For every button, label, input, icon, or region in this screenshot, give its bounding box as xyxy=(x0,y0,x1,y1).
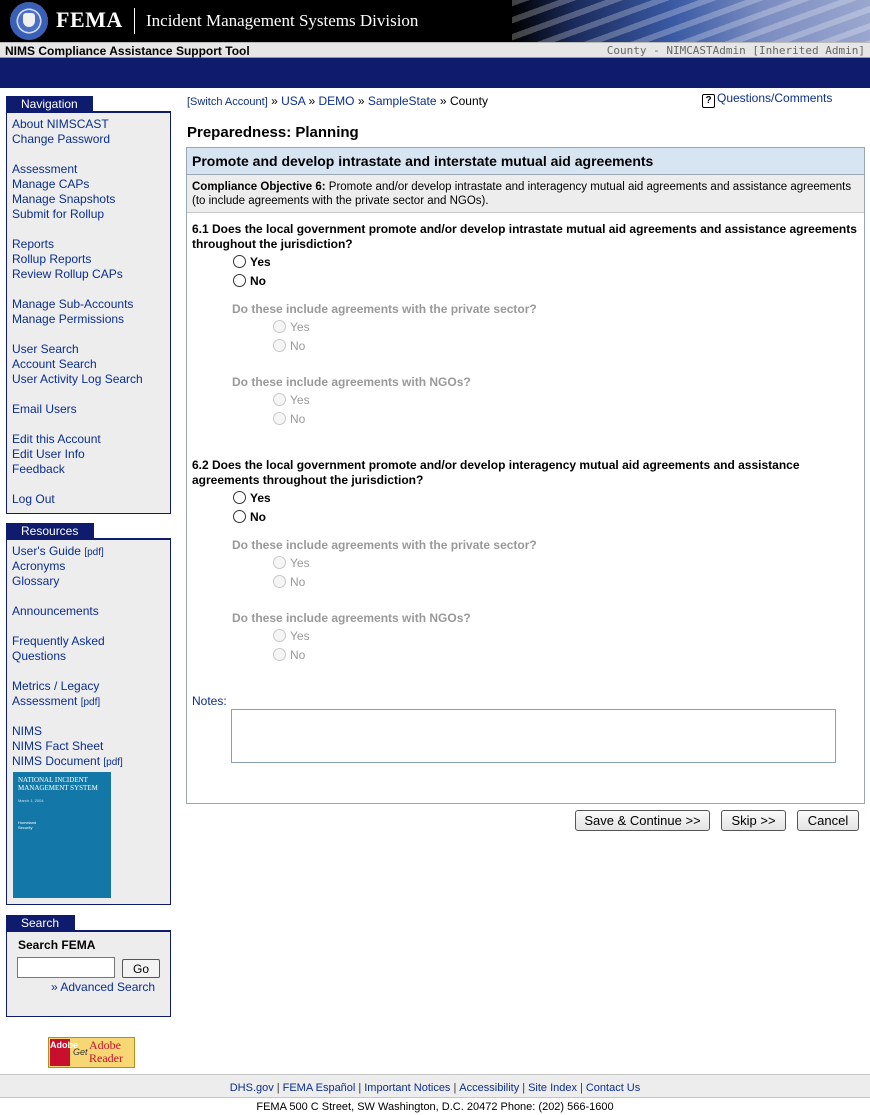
header-banner xyxy=(0,0,870,42)
sidebar-nav-item[interactable]: Reports xyxy=(12,237,55,251)
sidebar-nav-item[interactable]: Edit this Account xyxy=(12,432,101,446)
resource-faq[interactable]: Frequently Asked xyxy=(12,634,105,648)
questions-comments-label: Questions/Comments xyxy=(717,91,833,105)
flag-image xyxy=(512,0,870,42)
adobe-get: Get xyxy=(73,1047,88,1057)
fema-logo[interactable]: FEMA xyxy=(56,7,123,32)
question-6-1: 6.1 Does the local government promote and/or develop intrastate mutual aid agreements and assistance agreements throughout the jurisdiction? xyxy=(192,222,857,251)
sidebar-nav-item[interactable]: About NIMSCAST xyxy=(12,117,109,131)
questions-comments-link[interactable] xyxy=(702,91,832,108)
page-title: Preparedness: Planning xyxy=(187,124,359,141)
footer-link[interactable]: Site Index xyxy=(528,1082,577,1094)
navigation-box xyxy=(6,111,171,514)
q2-private-no-radio[interactable]: No xyxy=(273,575,305,589)
q2-ngo-question: Do these include agreements with NGOs? xyxy=(232,611,471,625)
q1-yes-radio[interactable]: Yes xyxy=(233,255,271,269)
resource-acronyms[interactable]: Acronyms xyxy=(12,559,66,573)
search-box xyxy=(6,930,171,1017)
q2-ngo-yes-radio[interactable]: Yes xyxy=(273,629,310,643)
q1-private-yes-radio[interactable]: Yes xyxy=(273,320,310,334)
q2-yes-radio[interactable]: Yes xyxy=(233,491,271,505)
objective-label: Compliance Objective 6: xyxy=(192,181,326,193)
footer-link[interactable]: Important Notices xyxy=(364,1082,451,1094)
sidebar-nav-item[interactable]: Rollup Reports xyxy=(12,252,92,266)
adobe-reader-label: Adobe Reader xyxy=(89,1038,123,1065)
sidebar-nav-item[interactable]: Review Rollup CAPs xyxy=(12,267,123,281)
resources-box xyxy=(6,538,171,905)
sidebar-nav-item[interactable]: Manage Permissions xyxy=(12,312,125,326)
resource-metrics[interactable]: Metrics / Legacy xyxy=(12,679,100,693)
breadcrumb-sep: » xyxy=(308,94,316,108)
objective-text: Promote and/or develop intrastate and interagency mutual aid agreements and assistance agreements (to include agreements with the private sector and NGOs). xyxy=(192,181,852,207)
save-continue-button[interactable]: Save & Continue >> xyxy=(575,810,710,831)
resource-announcements[interactable]: Announcements xyxy=(12,604,99,618)
adobe-icon: Adobe xyxy=(50,1039,70,1066)
q2-no-radio[interactable]: No xyxy=(233,510,266,524)
q1-ngo-yes-radio[interactable]: Yes xyxy=(273,393,310,407)
notes-label: Notes: xyxy=(192,694,227,708)
cover-title: NATIONAL INCIDENT MANAGEMENT SYSTEM xyxy=(18,776,98,792)
nav-strip xyxy=(0,58,870,88)
resource-nims-fact-sheet[interactable]: NIMS Fact Sheet xyxy=(12,739,104,753)
search-label: Search FEMA xyxy=(18,938,96,952)
switch-account-link[interactable]: [Switch Account] xyxy=(187,96,268,108)
cancel-button[interactable]: Cancel xyxy=(797,810,859,831)
footer-links xyxy=(0,1074,870,1098)
resource-users-guide[interactable]: User's Guide [pdf] xyxy=(12,544,104,558)
breadcrumb-state[interactable]: SampleState xyxy=(367,94,437,108)
q2-ngo-no-radio[interactable]: No xyxy=(273,648,305,662)
q1-ngo-no-radio[interactable]: No xyxy=(273,412,305,426)
resources-tab: Resources xyxy=(6,523,94,538)
user-info: County - NIMCASTAdmin [Inherited Admin] xyxy=(606,44,865,57)
breadcrumb-usa[interactable]: USA xyxy=(281,94,306,108)
sidebar-nav-item[interactable]: Log Out xyxy=(12,492,55,506)
footer-sep: | xyxy=(276,1082,280,1094)
sidebar-nav-item[interactable]: User Search xyxy=(12,342,79,356)
division-title: Incident Management Systems Division xyxy=(146,11,419,30)
sidebar-nav-item[interactable]: Feedback xyxy=(12,462,65,476)
sidebar-nav-item[interactable]: Change Password xyxy=(12,132,111,146)
q1-ngo-question: Do these include agreements with NGOs? xyxy=(232,375,471,389)
breadcrumb-sep: » xyxy=(271,94,278,108)
footer-sep: | xyxy=(358,1082,362,1094)
sidebar-nav-item[interactable]: Submit for Rollup xyxy=(12,207,105,221)
tool-bar xyxy=(0,42,870,58)
resource-metrics-line2[interactable]: Assessment [pdf] xyxy=(12,694,101,708)
resource-faq-line2[interactable]: Questions xyxy=(12,649,67,663)
footer-link[interactable]: Accessibility xyxy=(459,1082,520,1094)
footer-address: FEMA 500 C Street, SW Washington, D.C. 20472 Phone: (202) 566-1600 xyxy=(256,1101,614,1113)
cover-agency: Homeland Security xyxy=(18,820,37,830)
resource-glossary[interactable]: Glossary xyxy=(12,574,60,588)
breadcrumb xyxy=(187,94,488,108)
breadcrumb-demo[interactable]: DEMO xyxy=(318,94,355,108)
help-icon: ? xyxy=(702,94,715,108)
sidebar-nav-item[interactable]: Manage CAPs xyxy=(12,177,90,191)
dhs-seal-icon xyxy=(10,2,48,40)
footer-link[interactable]: DHS.gov xyxy=(229,1082,274,1094)
banner-divider xyxy=(134,8,135,34)
q1-no-radio[interactable]: No xyxy=(233,274,266,288)
footer-sep: | xyxy=(522,1082,526,1094)
compliance-objective xyxy=(187,175,864,213)
breadcrumb-current: County xyxy=(449,94,488,108)
footer-sep: | xyxy=(579,1082,583,1094)
resource-nims[interactable]: NIMS xyxy=(12,724,42,738)
sidebar-nav-item[interactable]: Account Search xyxy=(12,357,97,371)
skip-button[interactable]: Skip >> xyxy=(721,810,786,831)
question-6-2: 6.2 Does the local government promote and/or develop interagency mutual aid agreements and assistance agreements throughout the jurisdiction? xyxy=(192,458,800,487)
advanced-search-link[interactable]: » Advanced Search xyxy=(51,980,156,994)
footer-link[interactable]: FEMA Español xyxy=(282,1082,356,1094)
navigation-list xyxy=(7,113,170,507)
sidebar-nav-item[interactable]: Manage Sub-Accounts xyxy=(12,297,134,311)
panel-header: Promote and develop intrastate and interstate mutual aid agreements xyxy=(187,148,864,175)
go-button[interactable]: Go xyxy=(122,959,160,978)
footer-link[interactable]: Contact Us xyxy=(585,1082,641,1094)
sidebar-nav-item[interactable]: User Activity Log Search xyxy=(12,372,143,386)
breadcrumb-sep: » xyxy=(439,94,447,108)
nims-document-cover[interactable] xyxy=(13,772,111,898)
tool-name: NIMS Compliance Assistance Support Tool xyxy=(5,44,250,58)
cover-date: March 1, 2004 xyxy=(18,798,44,803)
q1-private-sector-question: Do these include agreements with the private sector? xyxy=(232,302,537,316)
breadcrumb-sep: » xyxy=(357,94,365,108)
notes-textarea[interactable] xyxy=(231,709,836,763)
sidebar-nav-item[interactable]: Email Users xyxy=(12,402,77,416)
sidebar-nav-item[interactable]: Edit User Info xyxy=(12,447,85,461)
search-tab: Search xyxy=(6,915,75,930)
q1-private-no-radio[interactable]: No xyxy=(273,339,305,353)
get-adobe-reader-badge[interactable] xyxy=(48,1037,135,1068)
sidebar-nav-item[interactable]: Assessment xyxy=(12,162,78,176)
assessment-panel xyxy=(186,147,865,804)
navigation-tab: Navigation xyxy=(6,96,93,111)
footer-sep: | xyxy=(453,1082,457,1094)
q2-private-yes-radio[interactable]: Yes xyxy=(273,556,310,570)
sidebar-nav-item[interactable]: Manage Snapshots xyxy=(12,192,116,206)
resource-nims-document[interactable]: NIMS Document [pdf] xyxy=(12,754,123,768)
search-input[interactable] xyxy=(17,957,115,978)
q2-private-sector-question: Do these include agreements with the private sector? xyxy=(232,538,537,552)
